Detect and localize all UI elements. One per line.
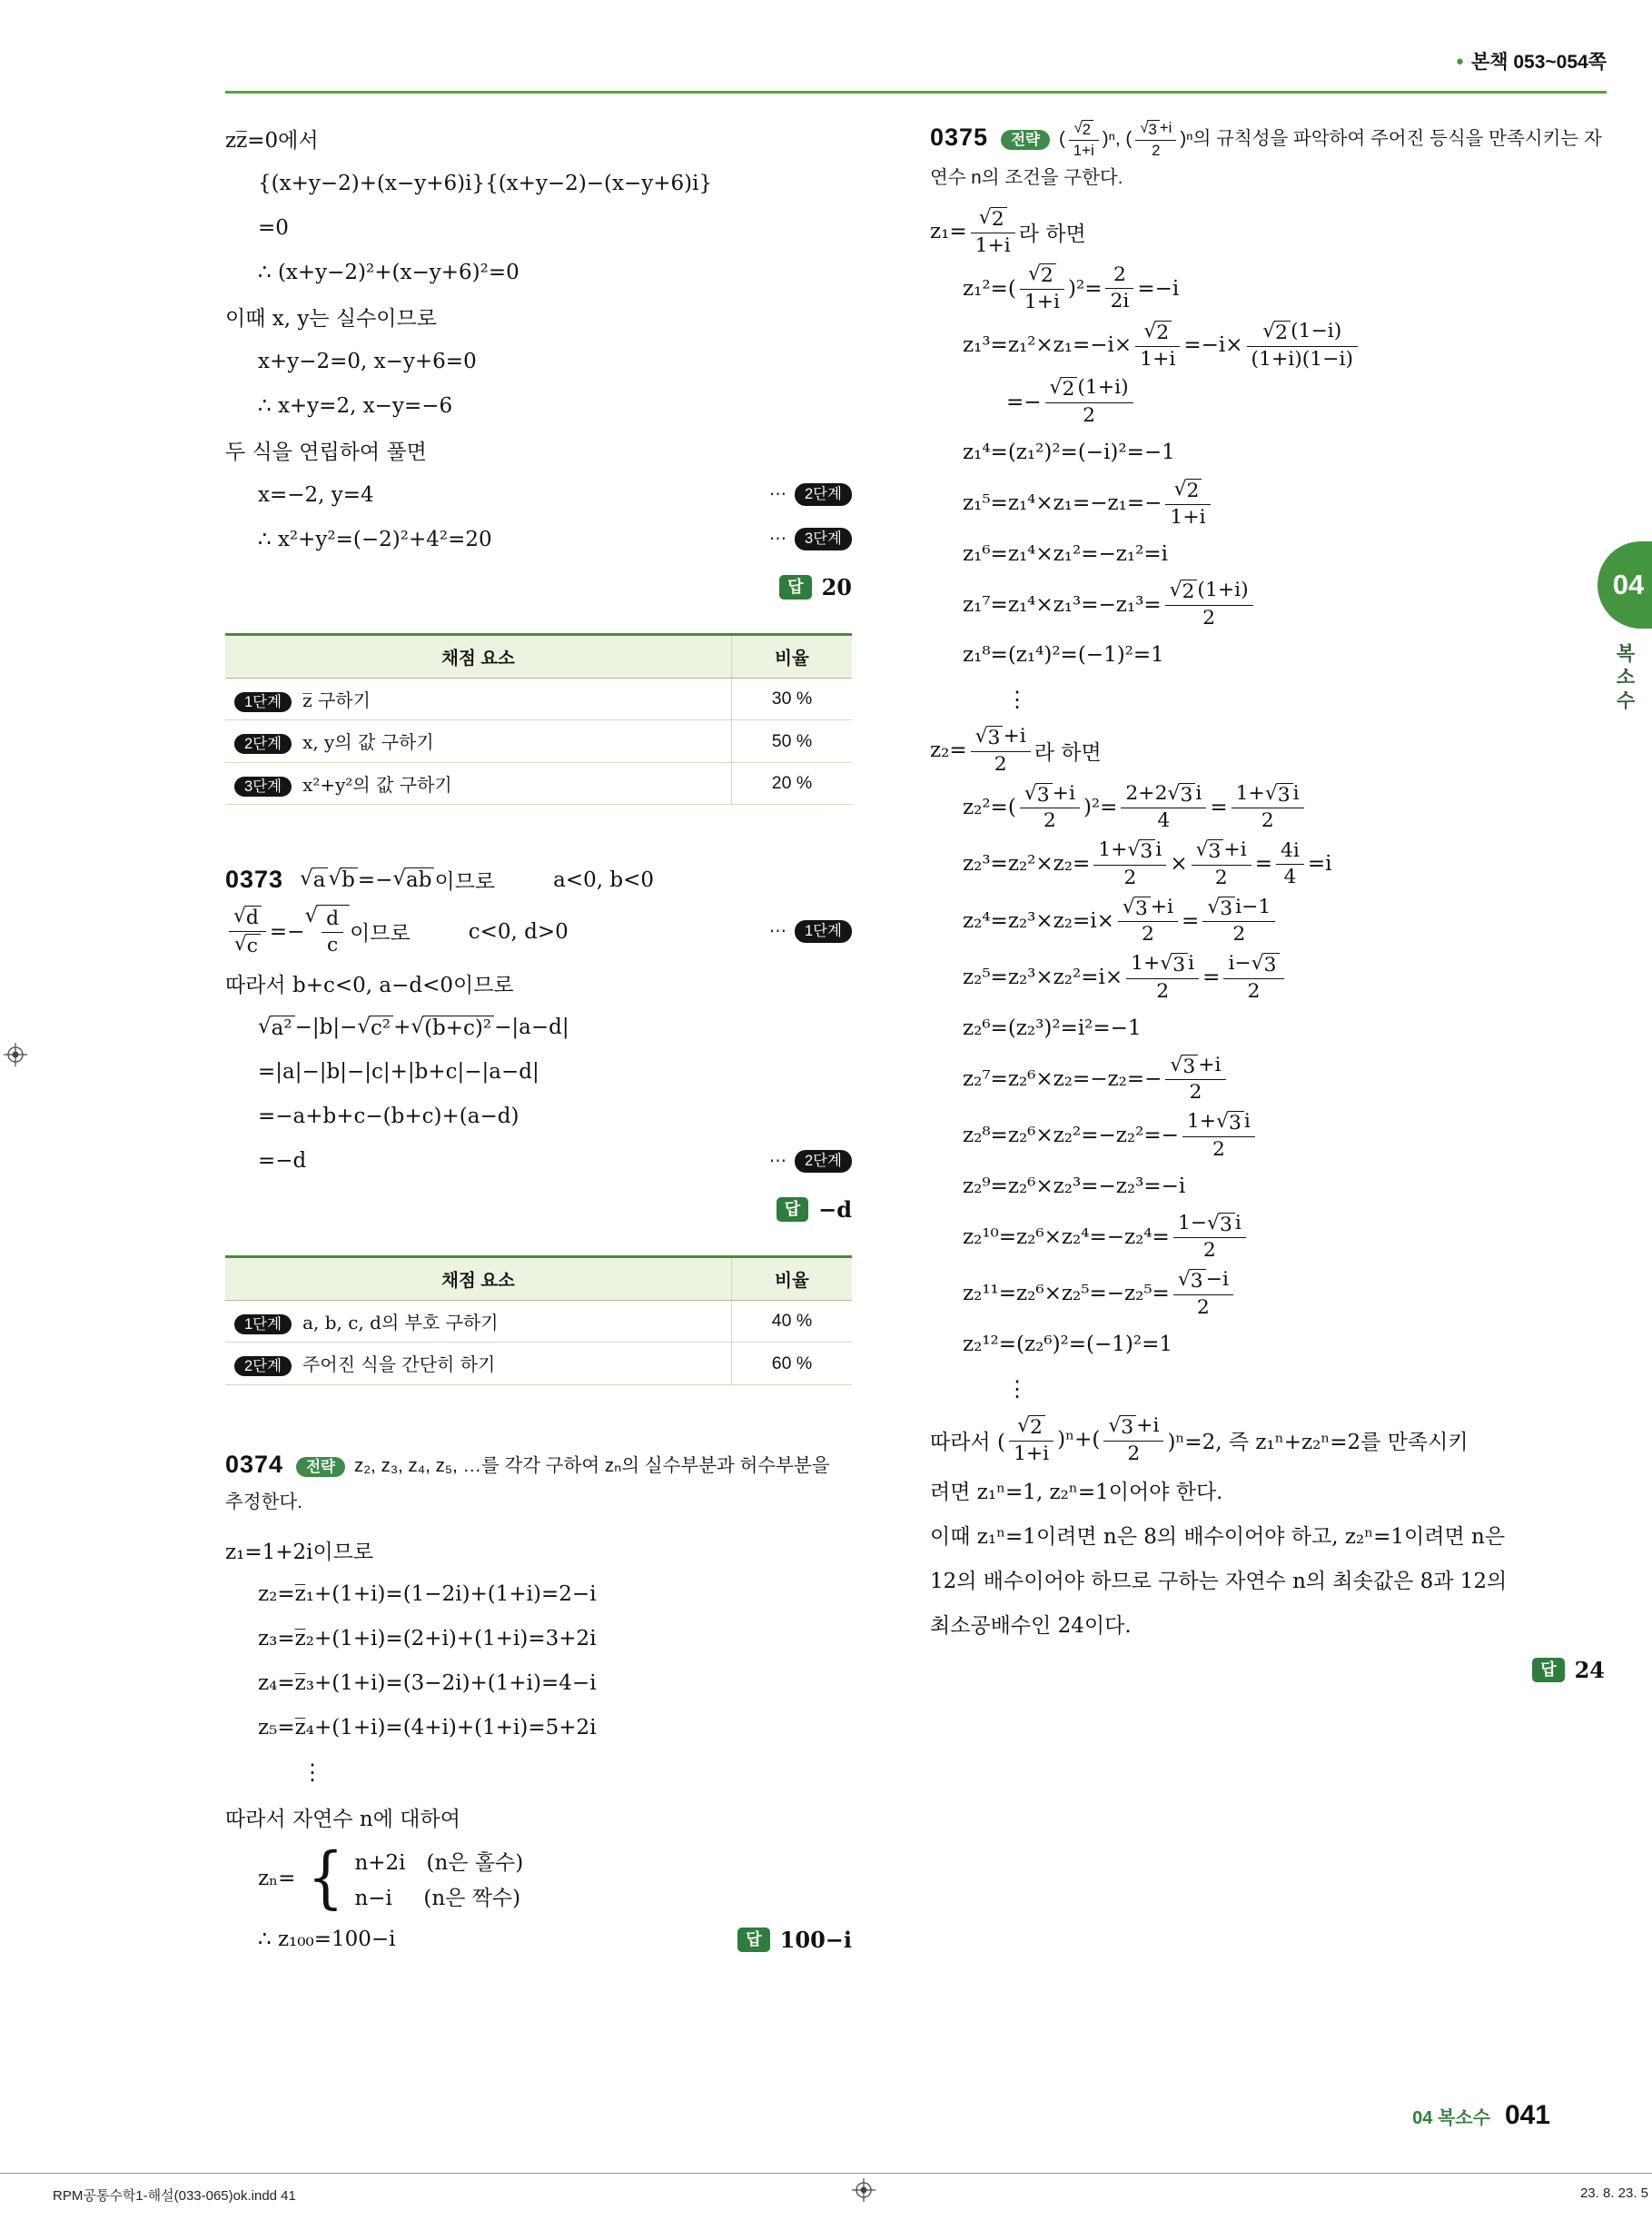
case-row: n−i (n은 짝수) xyxy=(354,1886,521,1910)
vertical-dots: ⋮ xyxy=(1006,687,1028,713)
answer-badge: 답 xyxy=(779,575,811,600)
solution-line xyxy=(930,475,1605,532)
strategy-badge: 전략 xyxy=(1001,130,1050,150)
fraction: √ 2 (1+i) 2 xyxy=(1045,376,1133,428)
math-expression: z₂⁶=(z₂³)²=i²=−1 xyxy=(963,1016,1142,1041)
header-page-reference: 본책 053~054쪽 xyxy=(1470,52,1607,73)
fraction: √ 3 +i 2 xyxy=(1118,896,1178,947)
math-expression: √ a √ b =− √ ab 이므로 xyxy=(300,867,496,895)
page-content xyxy=(225,116,1605,1962)
math-expression: zz̅=0에서 xyxy=(225,129,319,153)
fraction: √ 3 +i 2 xyxy=(1020,782,1080,834)
criteria-label: 주어진 식을 간단히 하기 xyxy=(302,1353,496,1376)
math-expression: z₁⁶=z₁⁴×z₁²=−z₁²=i xyxy=(963,541,1168,566)
solution-line xyxy=(225,1095,852,1139)
criteria-cell xyxy=(225,720,732,762)
ellipsis-dots: ⋯ xyxy=(768,922,786,942)
math-expression: =0 xyxy=(258,215,289,240)
math-expression: 따라서 ( √ 2 1+i )ⁿ+( √ 3 +i 2 )ⁿ=2, 즉 z₁ⁿ+z₂ⁿ=2를 만족시키 xyxy=(930,1413,1469,1465)
registration-mark-icon xyxy=(4,1043,27,1071)
sqrt: √ 3 xyxy=(1140,120,1160,139)
sqrt: √ 2 xyxy=(1170,580,1198,604)
sqrt: √ 2 xyxy=(1017,1415,1045,1440)
solution-line xyxy=(930,1165,1605,1209)
strategy-text: ( √ 2 1+i )ⁿ, ( √ 3 +i 2 )ⁿ의 규칙성을 파악하여 주어진 등식을 만족시키는 자연수 n의 조건을 구한다. xyxy=(930,119,1602,188)
sqrt: √ 3 xyxy=(1127,839,1155,864)
table-header-row xyxy=(225,1256,852,1300)
table-row xyxy=(225,1343,852,1384)
fraction: √ 3 +i 2 xyxy=(1165,1054,1225,1105)
registration-mark-icon xyxy=(852,2178,875,2206)
math-expression: z₂=z̅₁+(1+i)=(1−2i)+(1+i)=2−i xyxy=(258,1582,597,1607)
sqrt: √ 2 xyxy=(1050,377,1078,401)
answer-value: −d xyxy=(818,1195,852,1223)
solution-lines xyxy=(930,203,1605,1647)
solution-line xyxy=(930,633,1605,678)
math-expression: z₁²=( √ 2 1+i )²= 2 2i =−i xyxy=(963,263,1180,314)
ratio-cell: 30 % xyxy=(732,679,853,720)
ratio-cell: 60 % xyxy=(732,1343,853,1384)
sqrt: √ 3 xyxy=(1207,1213,1235,1237)
fraction: √ 3 +i 2 xyxy=(1103,1414,1163,1466)
math-expression: z₁⁵=z₁⁴×z₁=−z₁=− √ 2 1+i xyxy=(963,476,1214,531)
math-expression: z₃=z̅₂+(1+i)=(2+i)+(1+i)=3+2i xyxy=(258,1627,597,1651)
solution-line xyxy=(930,373,1605,431)
solution-line xyxy=(225,902,852,961)
vertical-dots: ⋮ xyxy=(302,1759,323,1786)
solution-line xyxy=(930,1323,1605,1367)
solution-line xyxy=(930,1412,1605,1469)
fraction: √ 2 1+i xyxy=(1020,263,1064,314)
step-badge: 3단계 xyxy=(795,528,852,550)
solution-line xyxy=(930,1265,1605,1323)
fraction: i− √ 3 2 xyxy=(1223,952,1283,1004)
math-expression: z₂¹¹=z₂⁶×z₂⁵=−z₂⁵= √ 3 −i 2 xyxy=(963,1266,1237,1322)
math-expression: ∴ (x+y−2)²+(x−y+6)²=0 xyxy=(258,260,519,284)
solution-line xyxy=(930,576,1605,633)
solution-line xyxy=(225,1572,852,1617)
cases-brace: { xyxy=(307,1839,344,1918)
ratio-cell: 50 % xyxy=(732,720,853,762)
table-row xyxy=(225,762,852,804)
solution-line xyxy=(225,294,852,339)
answer-value: 20 xyxy=(821,574,852,600)
math-expression: z₁⁸=(z₁⁴)²=(−1)²=1 xyxy=(963,643,1164,668)
solution-line xyxy=(930,1367,1605,1412)
fraction: √ 2 (1−i) (1+i)(1−i) xyxy=(1247,320,1358,372)
fraction: 1+ √ 3 i 2 xyxy=(1232,782,1304,834)
solution-line xyxy=(930,260,1605,317)
fraction: √ 3 −i 2 xyxy=(1173,1268,1233,1320)
sqrt: √ 2 xyxy=(979,207,1007,232)
math-expression: x=−2, y=4 xyxy=(258,482,374,507)
solution-line xyxy=(930,722,1605,779)
sqrt: √ 3 xyxy=(1265,783,1293,808)
solution-line xyxy=(225,1795,852,1839)
chapter-side-tab xyxy=(1598,541,1652,629)
problem-number: 0374 xyxy=(225,1450,284,1478)
solution-line xyxy=(930,1006,1605,1051)
criteria-label: x, y의 값 구하기 xyxy=(302,731,434,754)
step-badge: 1단계 xyxy=(795,920,852,943)
solution-line xyxy=(225,517,852,561)
sqrt: √ 3 xyxy=(1178,1269,1206,1293)
column-header: 채점 요소 xyxy=(225,1256,732,1300)
fraction: √ 2 (1+i) 2 xyxy=(1165,579,1253,630)
criteria-label: z̅ 구하기 xyxy=(302,689,371,711)
problem-number: 0375 xyxy=(930,124,989,151)
step-badge: 2단계 xyxy=(234,1356,292,1376)
table-head xyxy=(225,1256,852,1300)
solution-line xyxy=(225,428,852,472)
strategy-badge: 전략 xyxy=(296,1457,345,1477)
math-expression: =−a+b+c−(b+c)+(a−d) xyxy=(258,1105,519,1129)
fraction: 1− √ 3 i 2 xyxy=(1173,1212,1246,1264)
answer-line xyxy=(225,1187,852,1232)
case-row: n+2i (n은 홀수) xyxy=(354,1850,524,1875)
solution-line xyxy=(225,1750,852,1795)
solution-line xyxy=(930,317,1605,374)
math-expression: z₂⁴=z₂³×z₂=i× √ 3 +i 2 = √ 3 i−1 2 xyxy=(963,894,1279,949)
sqrt: √ d xyxy=(233,906,262,930)
fraction: 1+ √ 3 i 2 xyxy=(1182,1110,1255,1162)
math-expression: z₁= √ 2 1+i 라 하면 xyxy=(930,205,1086,257)
fraction: 1+ √ 3 i 2 xyxy=(1126,952,1199,1004)
sqrt: √ 3 xyxy=(975,726,1004,750)
math-expression: {(x+y−2)+(x−y+6)i}{(x+y−2)−(x−y+6)i} xyxy=(258,171,713,195)
table-header-row xyxy=(225,635,852,679)
solution-line xyxy=(225,1839,852,1918)
criteria-cell xyxy=(225,1343,732,1384)
math-expression: z₂²=( √ 3 +i 2 )²= 2+2 √ 3 i 4 = 1+ √ 3 i 2 xyxy=(963,780,1308,836)
solution-line xyxy=(225,339,852,383)
math-expression: ∴ z₁₀₀=100−i xyxy=(258,1928,396,1952)
problem-header xyxy=(225,1443,852,1519)
sqrt: √ 3 xyxy=(1170,1055,1198,1079)
table-head xyxy=(225,635,852,679)
solution-line xyxy=(225,1617,852,1661)
math-expression: 최소공배수인 24이다. xyxy=(930,1614,1132,1639)
fraction: √ 2 1+i xyxy=(1135,320,1180,372)
sqrt: √ 2 xyxy=(1143,321,1172,345)
solution-line xyxy=(225,472,852,517)
sqrt: √ 3 xyxy=(1207,897,1235,921)
answer-badge: 답 xyxy=(777,1197,808,1222)
sqrt: √ 2 xyxy=(1028,263,1056,288)
problem-header-line xyxy=(225,857,852,902)
math-expression: =− √ 2 (1+i) 2 xyxy=(1006,374,1137,430)
step-badge: 3단계 xyxy=(234,777,292,797)
math-expression: 따라서 자연수 n에 대하여 xyxy=(225,1807,460,1831)
solution-line xyxy=(225,1050,852,1095)
imprint-text: RPM공통수학1-해설(033-065)ok.indd 41 xyxy=(53,2188,296,2204)
fraction: √ 2 1+i xyxy=(1009,1414,1054,1466)
math-expression: 이때 z₁ⁿ=1이려면 n은 8의 배수이어야 하고, z₂ⁿ=1이려면 n은 xyxy=(930,1525,1506,1550)
math-expression: z₂⁸=z₂⁶×z₂²=−z₂²=− 1+ √ 3 i 2 xyxy=(963,1108,1259,1164)
solution-line xyxy=(930,1107,1605,1165)
solution-line xyxy=(930,949,1605,1006)
bottom-rule xyxy=(0,2173,1652,2174)
math-expression: z₄=z̅₃+(1+i)=(3−2i)+(1+i)=4−i xyxy=(258,1671,597,1696)
math-expression: x+y−2=0, x−y+6=0 xyxy=(258,349,477,373)
vertical-dots: ⋮ xyxy=(1006,1376,1028,1402)
ellipsis-dots: ⋯ xyxy=(768,485,786,504)
math-expression: √ a² −|b|− √ c² + √ (b+c)² −|a−d| xyxy=(258,1014,569,1040)
math-expression: =−d xyxy=(258,1149,307,1174)
sqrt: √ 3 xyxy=(1168,783,1196,808)
column-header: 비율 xyxy=(732,635,853,679)
math-expression: 12의 배수이어야 하므로 구하는 자연수 n의 최솟값은 8과 12의 xyxy=(930,1570,1508,1594)
math-expression: z₂⁹=z₂⁶×z₂³=−z₂³=−i xyxy=(963,1174,1186,1199)
answer-line xyxy=(225,565,852,610)
sqrt: √ 3 xyxy=(1196,839,1224,864)
solution-line xyxy=(225,961,852,1006)
sqrt: √ 2 xyxy=(1174,479,1202,503)
table-row xyxy=(225,679,852,720)
solution-line xyxy=(225,1528,852,1572)
answer-value: 100−i xyxy=(779,1926,852,1953)
ellipsis-dots: ⋯ xyxy=(768,530,786,549)
math-expression: a<0, b<0 xyxy=(553,867,655,892)
math-expression: z₁³=z₁²×z₁=−i× √ 2 1+i =−i× √ 2 (1−i) (1+i)(1−i) xyxy=(963,318,1361,373)
solution-line xyxy=(930,531,1605,576)
math-expression: 따라서 b+c<0, a−d<0이므로 xyxy=(225,973,514,997)
criteria-label: a, b, c, d의 부호 구하기 xyxy=(302,1311,499,1333)
solution-line xyxy=(225,250,852,294)
fraction: 2 2i xyxy=(1105,263,1133,313)
criteria-cell xyxy=(225,679,732,720)
solution-line xyxy=(225,1661,852,1706)
fraction: 4i 4 xyxy=(1276,839,1304,889)
answer-badge: 답 xyxy=(1532,1658,1564,1682)
sqrt: √ a xyxy=(300,867,328,892)
grading-table xyxy=(225,633,852,805)
left-column xyxy=(225,116,852,1962)
solution-line xyxy=(930,1557,1605,1601)
solution-line xyxy=(930,1468,1605,1512)
problem-header xyxy=(930,116,1605,194)
math-expression: z₂= √ 3 +i 2 라 하면 xyxy=(930,724,1102,776)
math-expression: =|a|−|b|−|c|+|b+c|−|a−d| xyxy=(258,1060,539,1085)
sqrt: √ 3 xyxy=(1216,1111,1244,1135)
fraction: √ 2 1+i xyxy=(1069,119,1099,160)
solution-line xyxy=(225,205,852,250)
math-expression: z₂¹⁰=z₂⁶×z₂⁴=−z₂⁴= 1− √ 3 i 2 xyxy=(963,1210,1250,1265)
math-expression: 려면 z₁ⁿ=1, z₂ⁿ=1이어야 한다. xyxy=(930,1481,1223,1505)
criteria-label: x²+y²의 값 구하기 xyxy=(302,773,452,796)
solution-line xyxy=(930,1051,1605,1108)
criteria-cell xyxy=(225,1300,732,1342)
answer-value: 24 xyxy=(1574,1657,1605,1684)
solution-line xyxy=(225,116,852,161)
math-expression: 두 식을 연립하여 풀면 xyxy=(225,441,427,464)
step-badge: 2단계 xyxy=(795,1150,852,1173)
ratio-cell: 40 % xyxy=(732,1300,853,1342)
math-expression: z₂⁷=z₂⁶×z₂=−z₂=− √ 3 +i 2 xyxy=(963,1052,1230,1107)
solution-line xyxy=(930,779,1605,837)
fraction: √ 2 1+i xyxy=(971,206,1015,258)
solution-line xyxy=(930,836,1605,893)
sqrt: √ b xyxy=(328,867,357,892)
solution-lines xyxy=(225,902,852,1184)
sqrt: √ 3 xyxy=(1123,897,1151,921)
fraction: √ 3 +i 2 xyxy=(1135,119,1176,160)
sqrt: √ c² xyxy=(357,1016,393,1040)
step-badge: 2단계 xyxy=(234,734,292,754)
math-expression: ∴ x+y=2, x−y=−6 xyxy=(258,393,453,418)
fraction xyxy=(229,905,266,958)
sqrt: √ 2 xyxy=(1262,321,1291,345)
solution-line xyxy=(930,431,1605,475)
solution-line xyxy=(225,1139,852,1184)
sqrt: √ 3 xyxy=(1160,953,1188,977)
math-expression: z₂⁵=z₂³×z₂²=i× 1+ √ 3 i 2 = i− √ 3 2 xyxy=(963,950,1288,1006)
sqrt: √ 3 xyxy=(1108,1415,1136,1440)
solution-line xyxy=(930,1512,1605,1557)
grading-table xyxy=(225,1255,852,1385)
solution-line xyxy=(930,203,1605,261)
math-expression: z₁⁴=(z₁²)²=(−i)²=−1 xyxy=(963,441,1175,465)
answer-badge: 답 xyxy=(737,1928,769,1952)
math-expression: ∴ x²+y²=(−2)²+4²=20 xyxy=(258,527,492,551)
solution-line xyxy=(930,1209,1605,1266)
math-expression: z₂³=z₂²×z₂= 1+ √ 3 i 2 × √ 3 +i 2 = 4i 4 =i xyxy=(963,838,1332,889)
sqrt: √ a² xyxy=(258,1016,295,1040)
sqrt: √ 3 xyxy=(1024,783,1053,808)
table-row xyxy=(225,720,852,762)
strategy-text: z₂, z₃, z₄, z₅, …를 각각 구하여 zₙ의 실수부분과 허수부분을 추정한다. xyxy=(225,1454,830,1512)
solution-line xyxy=(225,161,852,205)
math-expression: zₙ= xyxy=(258,1866,296,1890)
solution-line xyxy=(930,1601,1605,1646)
solution-line xyxy=(225,1006,852,1050)
column-header: 채점 요소 xyxy=(225,635,732,679)
chapter-tab-number: 04 xyxy=(1612,569,1645,600)
solution-lines xyxy=(225,116,852,561)
fraction: √ 3 i−1 2 xyxy=(1202,896,1275,947)
solution-lines xyxy=(225,1528,852,1962)
sqrt: √ ab xyxy=(392,867,434,892)
math-expression: z₅=z̅₄+(1+i)=(4+i)+(1+i)=5+2i xyxy=(258,1716,597,1740)
fraction: √ 3 +i 2 xyxy=(1192,838,1251,890)
cases-rows xyxy=(354,1840,523,1917)
answer-line xyxy=(930,1648,1605,1692)
step-badge: 1단계 xyxy=(234,692,292,712)
math-expression: √ d √ c =− √ $\frac{d}{c}$ 이므로 xyxy=(225,903,411,960)
page-footer xyxy=(1412,2100,1550,2131)
math-expression: z₂¹²=(z₂⁶)²=(−1)²=1 xyxy=(963,1333,1173,1357)
header-bullet-icon: ● xyxy=(1455,53,1464,69)
header-rule xyxy=(225,91,1607,94)
criteria-cell xyxy=(225,762,732,804)
problem-number: 0373 xyxy=(225,866,284,894)
sqrt: √ $\frac{d}{c}$ xyxy=(304,905,350,959)
solution-line xyxy=(930,893,1605,950)
fraction: 2+2 √ 3 i 4 xyxy=(1121,782,1206,834)
right-column xyxy=(930,116,1605,1962)
solution-line xyxy=(225,1918,852,1962)
fraction: √ 2 1+i xyxy=(1165,478,1210,530)
table-row xyxy=(225,1300,852,1342)
page-header xyxy=(1456,47,1607,74)
math-expression: z₁=1+2i이므로 xyxy=(225,1540,374,1564)
math-expression: c<0, d>0 xyxy=(468,919,569,944)
fraction: $\frac{d}{c}$ xyxy=(321,907,343,957)
solution-line xyxy=(225,1706,852,1750)
fraction: 1+ √ 3 i 2 xyxy=(1093,838,1166,890)
sqrt: √ c xyxy=(234,934,261,958)
table-body xyxy=(225,679,852,805)
math-expression: 이때 x, y는 실수이므로 xyxy=(225,307,437,331)
ratio-cell: 20 % xyxy=(732,762,853,804)
footer-page-number: 041 xyxy=(1504,2100,1550,2130)
sqrt: √ 2 xyxy=(1073,120,1093,139)
print-date: 23. 8. 23. 5 xyxy=(1579,2185,1648,2201)
step-badge: 2단계 xyxy=(795,483,852,506)
solution-line xyxy=(225,383,852,428)
footer-chapter-title: 04 복소수 xyxy=(1412,2108,1490,2128)
step-badge: 1단계 xyxy=(234,1314,292,1334)
sqrt: √ (b+c)² xyxy=(411,1016,494,1040)
ellipsis-dots: ⋯ xyxy=(768,1151,786,1171)
column-header: 비율 xyxy=(732,1256,853,1300)
math-expression: z₁⁷=z₁⁴×z₁³=−z₁³= √ 2 (1+i) 2 xyxy=(963,577,1257,632)
sqrt: √ 3 xyxy=(1251,953,1280,977)
fraction: √ 3 +i 2 xyxy=(971,725,1031,777)
table-body xyxy=(225,1300,852,1384)
solution-line xyxy=(930,678,1605,722)
chapter-tab-label: 복소수 xyxy=(1614,643,1635,714)
